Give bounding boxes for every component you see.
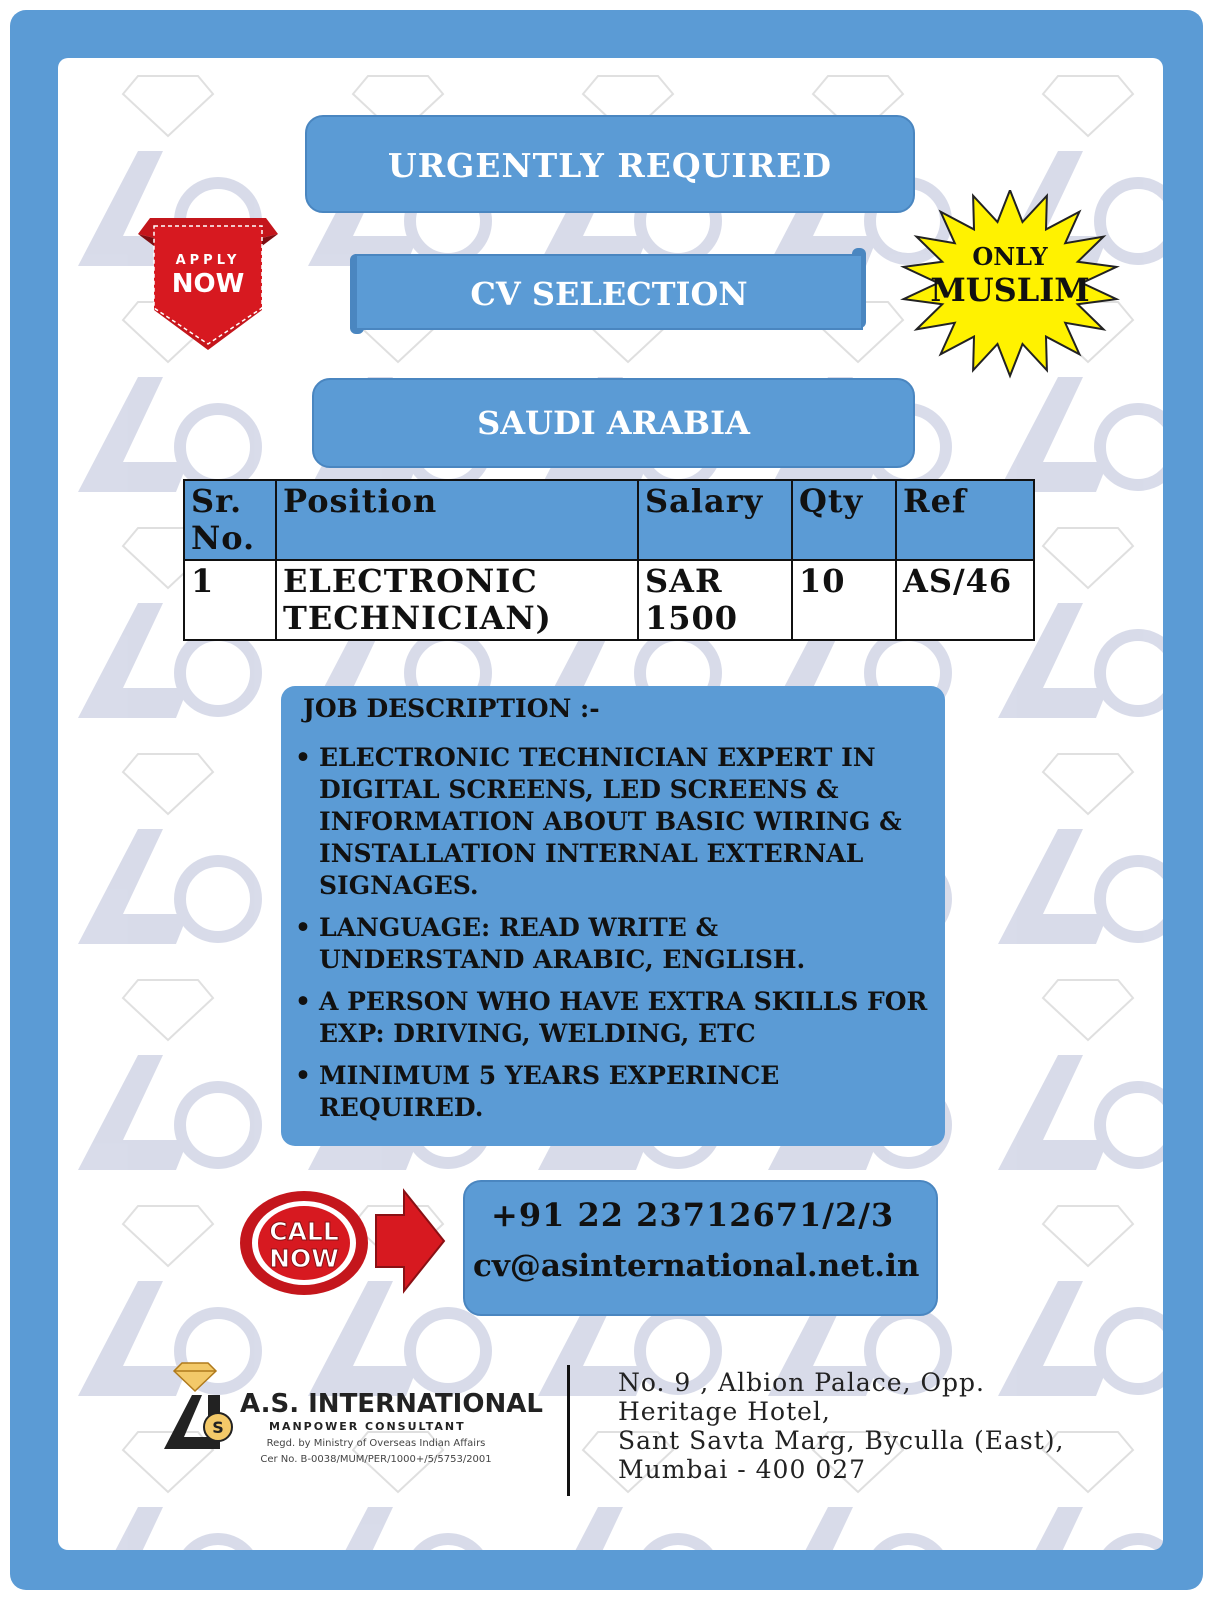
bullet-icon: • <box>295 1061 311 1090</box>
cell-ref: AS/46 <box>896 560 1034 640</box>
starburst-line1: ONLY <box>972 242 1048 271</box>
apply-label: APPLY <box>175 253 241 268</box>
col-header-ref: Ref <box>896 480 1034 560</box>
cell-salary: SAR 1500 <box>638 560 792 640</box>
list-item-text: LANGUAGE: READ WRITE & UNDERSTAND ARABIC, ENGLISH. <box>319 913 806 974</box>
address-line-4: Mumbai - 400 027 <box>618 1455 867 1484</box>
col-header-sr-no: Sr. No. <box>184 480 276 560</box>
saudi-arabia-banner: SAUDI ARABIA <box>312 378 915 468</box>
cell-position: ELECTRONIC TECHNICIAN) <box>276 560 638 640</box>
bullet-icon: • <box>295 743 311 772</box>
address-line-1: No. 9 , Albion Palace, Opp. <box>618 1368 985 1397</box>
watermark-logo <box>78 754 256 944</box>
col-header-salary: Salary <box>638 480 792 560</box>
now-call-label: NOW <box>269 1244 339 1273</box>
list-item-text: ELECTRONIC TECHNICIAN EXPERT IN DIGITAL SCREENS, LED SCREENS & INFORMATION ABOUT BASIC WIRING & INSTALLATION INTERNAL EXTERNAL SIGNAGES. <box>319 743 902 900</box>
regd-line: Regd. by Ministry of Overseas Indian Affairs <box>266 1438 486 1449</box>
bullet-icon: • <box>295 987 311 1016</box>
bullet-icon: • <box>295 913 311 942</box>
svg-text:S: S <box>212 1418 224 1437</box>
table-row <box>184 560 1034 640</box>
watermark-logo <box>78 980 256 1170</box>
list-item-text: MINIMUM 5 YEARS EXPERINCE REQUIRED. <box>319 1061 780 1122</box>
company-registration <box>246 1436 506 1468</box>
only-muslim-starburst <box>895 190 1125 390</box>
col-header-position: Position <box>276 480 638 560</box>
company-name: A.S. INTERNATIONAL <box>240 1389 543 1419</box>
cv-selection-banner: CV SELECTION <box>355 254 863 330</box>
apply-now-badge[interactable] <box>128 212 288 362</box>
watermark-logo <box>998 754 1163 944</box>
job-description-box <box>281 686 945 1146</box>
list-item <box>291 986 931 1050</box>
starburst-line2: MUSLIM <box>930 271 1090 309</box>
job-description-title: JOB DESCRIPTION :- <box>303 694 600 723</box>
address-line-2: Heritage Hotel, <box>618 1397 831 1426</box>
phone-number[interactable]: +91 22 23712671/2/3 <box>491 1196 895 1234</box>
cert-line: Cer No. B-0038/MUM/PER/1000+/5/5753/2001 <box>260 1454 492 1465</box>
email-address[interactable]: cv@asinternational.net.in <box>473 1248 920 1284</box>
list-item-text: A PERSON WHO HAVE EXTRA SKILLS FOR EXP: DRIVING, WELDING, ETC <box>319 987 928 1048</box>
footer-divider <box>567 1365 570 1496</box>
call-now-badge[interactable] <box>238 1185 448 1300</box>
company-logo <box>160 1345 240 1455</box>
contact-box <box>463 1180 938 1316</box>
cell-qty: 10 <box>792 560 896 640</box>
office-address <box>618 1368 1064 1484</box>
list-item <box>291 912 931 976</box>
job-table <box>183 479 1035 641</box>
now-label: NOW <box>171 269 245 299</box>
urgently-required-banner: URGENTLY REQUIRED <box>305 115 915 213</box>
col-header-qty: Qty <box>792 480 896 560</box>
watermark-logo <box>998 980 1163 1170</box>
list-item <box>291 742 931 902</box>
list-item <box>291 1060 931 1124</box>
table-header-row <box>184 480 1034 560</box>
call-label: CALL <box>269 1217 339 1246</box>
company-subtitle: MANPOWER CONSULTANT <box>269 1420 466 1433</box>
address-line-3: Sant Savta Marg, Byculla (East), <box>618 1426 1065 1455</box>
job-description-list <box>291 742 931 1134</box>
cell-sr-no: 1 <box>184 560 276 640</box>
